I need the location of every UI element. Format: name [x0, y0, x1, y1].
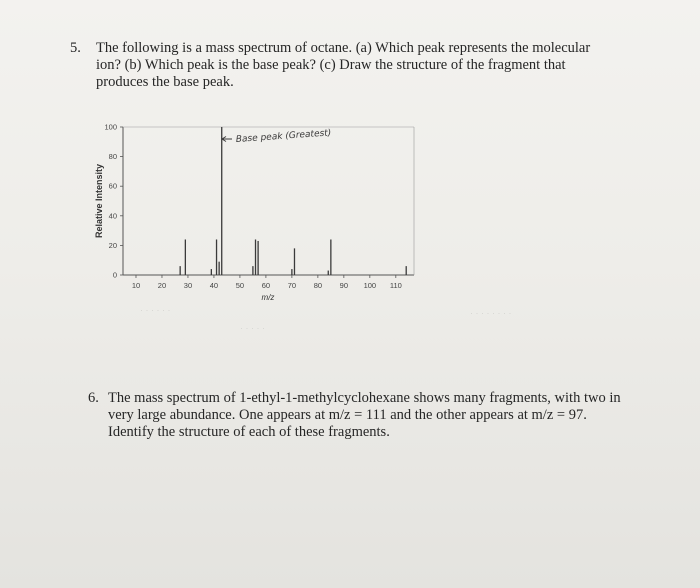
x-axis-title: m/z [261, 293, 275, 302]
x-tick-label: 90 [339, 281, 349, 290]
y-tick-label: 100 [104, 122, 117, 132]
question-6-number: 6. [88, 390, 99, 406]
y-axis-title: Relative Intensity [94, 163, 104, 239]
x-tick-label: 100 [363, 281, 377, 290]
annotation-text: Base peak (Greatest) [235, 128, 332, 145]
faint-bleed-through [140, 305, 511, 333]
x-tick-label: 30 [183, 281, 193, 290]
question-6-line: very large abundance. One appears at m/z = 111 and the other appears at m/z = 97. [108, 407, 587, 423]
question-5-line: ion? (b) Which peak is the base peak? (c) Draw the structure of the fragment that [96, 57, 566, 73]
y-tick-label: 40 [108, 211, 117, 221]
svg-text:· · · · ·: · · · · · [240, 323, 265, 333]
svg-text:· · · · · · · ·: · · · · · · · · [470, 308, 512, 318]
question-5-line: produces the base peak. [96, 74, 234, 90]
y-tick-label: 80 [108, 152, 117, 162]
y-tick-label: 0 [112, 270, 117, 280]
x-tick-label: 20 [157, 281, 167, 290]
question-6-line: The mass spectrum of 1-ethyl-1-methylcyclohexane shows many fragments, with two in [108, 390, 621, 406]
x-tick-label: 80 [313, 281, 323, 290]
question-6-line: Identify the structure of each of these fragments. [108, 424, 390, 440]
plot-frame [123, 127, 414, 275]
x-tick-label: 10 [131, 281, 141, 290]
question-6 [88, 390, 678, 450]
svg-text:· · · · · ·: · · · · · · [140, 305, 171, 315]
x-tick-label: 110 [389, 281, 402, 290]
base-peak-annotation [222, 128, 332, 145]
x-ticks [132, 275, 402, 290]
spectrum-peaks [180, 127, 406, 275]
y-tick-label: 60 [108, 181, 117, 191]
y-tick-label: 20 [108, 240, 117, 250]
x-tick-label: 60 [261, 281, 271, 290]
x-tick-label: 70 [287, 281, 297, 290]
question-5-line: The following is a mass spectrum of octane. (a) Which peak represents the molecular [96, 40, 591, 56]
x-tick-label: 40 [209, 281, 219, 290]
x-tick-label: 50 [235, 281, 245, 290]
question-6-text [108, 390, 676, 441]
y-ticks [104, 123, 123, 280]
question-5-number: 5. [70, 40, 81, 56]
